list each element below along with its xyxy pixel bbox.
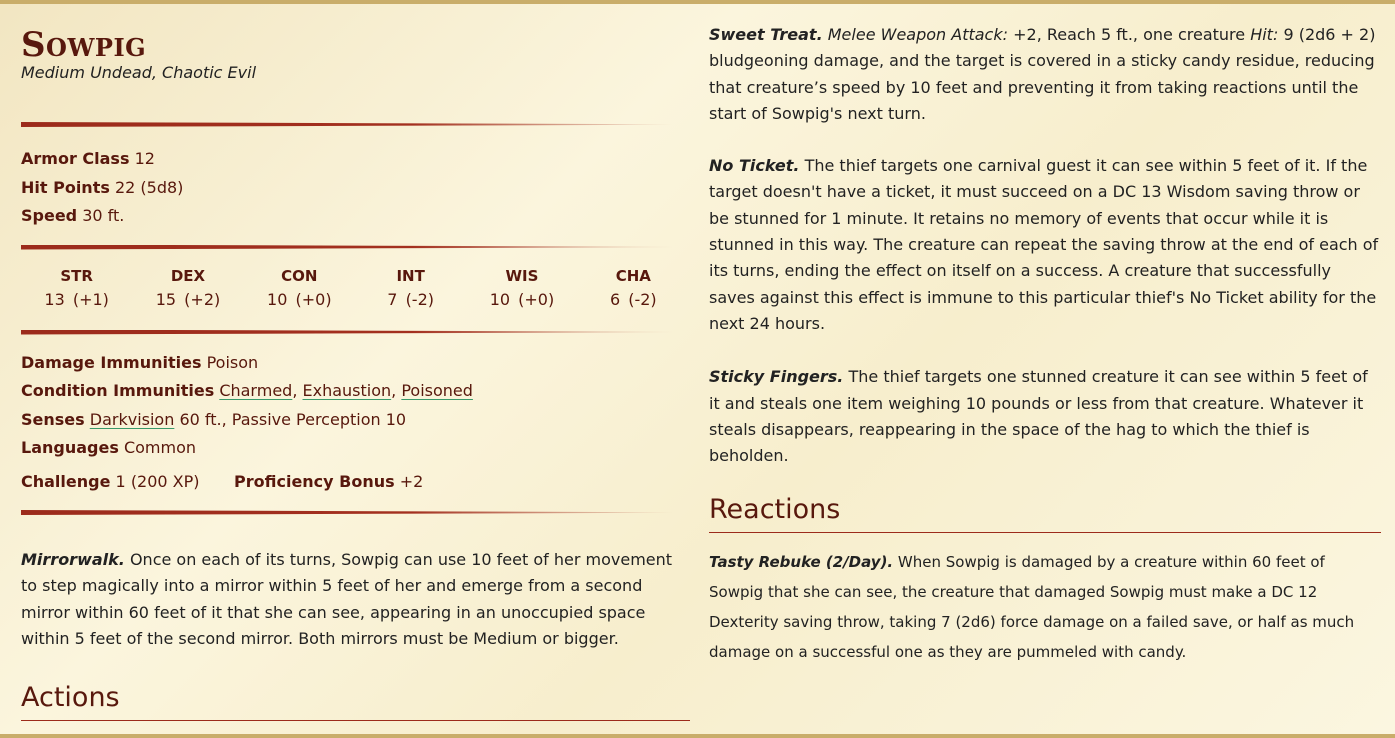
action-name: Sweet Treat. (709, 25, 823, 44)
action-text: The thief targets one carnival guest it can see within 5 feet of it. If the target doesn't have a ticket, it must succeed on a DC 13 Wisdom saving throw or be stunned for 1 minute. It retains no memory of events that occur while it is stunned in this way. The creature can repeat the saving throw at the end of each of its turns, ending the effect on itself on a success. A creature that successfully saves against this effect is immune to this particular thief's No Ticket ability for the next 24 hours. (709, 156, 1379, 333)
reaction-text: When Sowpig is damaged by a creature within 60 feet of Sowpig that she can see, the creature that damaged Sowpig must make a DC 12 Dexterity saving throw, taking 7 (2d6) force damage on a failed save, or half as much damage on a successful one as they are pummeled with candy. (709, 553, 1355, 661)
challenge-label: Challenge (21, 471, 111, 491)
armor-class-value: 12 (134, 149, 155, 168)
senses-value: 60 ft., Passive Perception 10 (179, 409, 407, 429)
condition-charmed-link[interactable]: Charmed (219, 381, 293, 400)
armor-class-row (21, 145, 690, 174)
actions-heading: Actions (21, 680, 690, 721)
action-sticky-fingers (709, 364, 1381, 469)
stat-block-right-column (709, 22, 1381, 667)
action-text: 9 (2d6 + 2) bludgeoning damage, and the target is covered in a sticky candy residue, reducing that creature’s speed by 10 feet and preventing it from taking reactions until the start of Sowpig's next turn. (709, 25, 1376, 123)
proficiency-value: +2 (399, 471, 424, 491)
reaction-tasty-rebuke (709, 548, 1381, 667)
condition-immunities-row (21, 377, 690, 406)
challenge (21, 468, 234, 497)
attack-reach: +2, Reach 5 ft., one creature (1013, 25, 1246, 44)
ability-cha (578, 264, 689, 312)
ability-score: 6 (609, 289, 621, 309)
monster-name: Sowpig (21, 25, 147, 65)
ability-mod: (+2) (184, 289, 221, 309)
ability-mod: (-2) (628, 289, 657, 309)
action-text: The thief targets one stunned creature it can see within 5 feet of it and steals one item weighing 10 pounds or less from that creature. Whatever it steals disappears, reappearing in the space of the hag to which the thief is beholden. (709, 367, 1368, 466)
ability-value (578, 288, 689, 312)
ability-name: STR (60, 266, 93, 285)
ability-score: 10 (489, 289, 511, 309)
stat-block-left-column (21, 26, 690, 721)
action-name: No Ticket. (709, 156, 800, 176)
ability-score: 10 (267, 289, 288, 309)
languages-value: Common (123, 438, 197, 457)
ability-value (466, 288, 577, 312)
action-no-ticket (709, 153, 1381, 337)
separator: , (391, 381, 397, 400)
damage-immunities-value: Poison (206, 352, 259, 372)
darkvision-link[interactable]: Darkvision (89, 409, 175, 429)
monster-type: Medium Undead, Chaotic Evil (21, 63, 257, 82)
challenge-row (21, 468, 690, 497)
divider (21, 330, 673, 335)
languages-row (21, 434, 690, 463)
ability-value (21, 288, 132, 312)
speed-value: 30 ft. (82, 206, 125, 225)
ability-int (355, 264, 466, 312)
challenge-value: 1 (200 XP) (115, 471, 200, 491)
ability-value (132, 288, 243, 312)
ability-score: 13 (44, 289, 65, 309)
divider (21, 245, 673, 250)
ability-name: CON (281, 266, 318, 285)
ability-mod: (+0) (295, 289, 332, 309)
condition-exhaustion-link[interactable]: Exhaustion (302, 381, 392, 400)
ability-name: INT (396, 266, 425, 285)
trait-text: Once on each of its turns, Sowpig can use 10 feet of her movement to step magically into a mirror within 5 feet of her and emerge from a second mirror within 60 feet of it that she can see, appearing in an unoccupied space within 5 feet of the second mirror. Both mirrors must be Medium or bigger. (21, 550, 673, 648)
ability-score: 15 (155, 289, 177, 309)
action-sweet-treat (709, 22, 1381, 127)
ability-value (355, 288, 466, 312)
divider (21, 122, 673, 127)
senses-label: Senses (21, 409, 85, 429)
speed-label: Speed (21, 206, 78, 225)
reaction-name: Tasty Rebuke (2/Day). (709, 553, 894, 572)
hit-points-label: Hit Points (21, 177, 110, 197)
damage-immunities-row (21, 349, 690, 378)
ability-score: 7 (387, 289, 398, 309)
trait-mirrorwalk (21, 547, 690, 652)
languages-label: Languages (21, 438, 119, 457)
ability-mod: (+0) (518, 289, 555, 309)
ability-scores (21, 264, 689, 312)
ability-name: CHA (615, 266, 651, 285)
separator: , (292, 381, 298, 400)
ability-dex (132, 264, 243, 312)
ability-mod: (+1) (72, 289, 109, 309)
speed-row (21, 202, 690, 231)
hit-label: Hit: (1250, 25, 1279, 44)
action-name: Sticky Fingers. (709, 367, 844, 387)
proficiency-bonus (234, 468, 423, 497)
ability-name: DEX (170, 266, 206, 285)
ability-wis (466, 264, 577, 312)
ability-con (244, 264, 355, 312)
ability-value (244, 288, 355, 312)
hit-points-value: 22 (5d8) (114, 177, 184, 197)
divider (21, 510, 673, 515)
trait-name: Mirrorwalk. (21, 550, 125, 569)
hit-points-row (21, 174, 690, 203)
ability-name: WIS (505, 266, 539, 285)
ability-str (21, 264, 132, 312)
ability-mod: (-2) (405, 289, 434, 309)
damage-immunities-label: Damage Immunities (21, 352, 202, 372)
senses-row (21, 406, 690, 435)
condition-poisoned-link[interactable]: Poisoned (401, 381, 473, 400)
proficiency-label: Proficiency Bonus (234, 471, 395, 491)
reactions-heading: Reactions (709, 492, 1381, 533)
attack-type: Melee Weapon Attack: (827, 25, 1009, 44)
condition-immunities-label: Condition Immunities (21, 381, 215, 400)
armor-class-label: Armor Class (21, 149, 130, 168)
